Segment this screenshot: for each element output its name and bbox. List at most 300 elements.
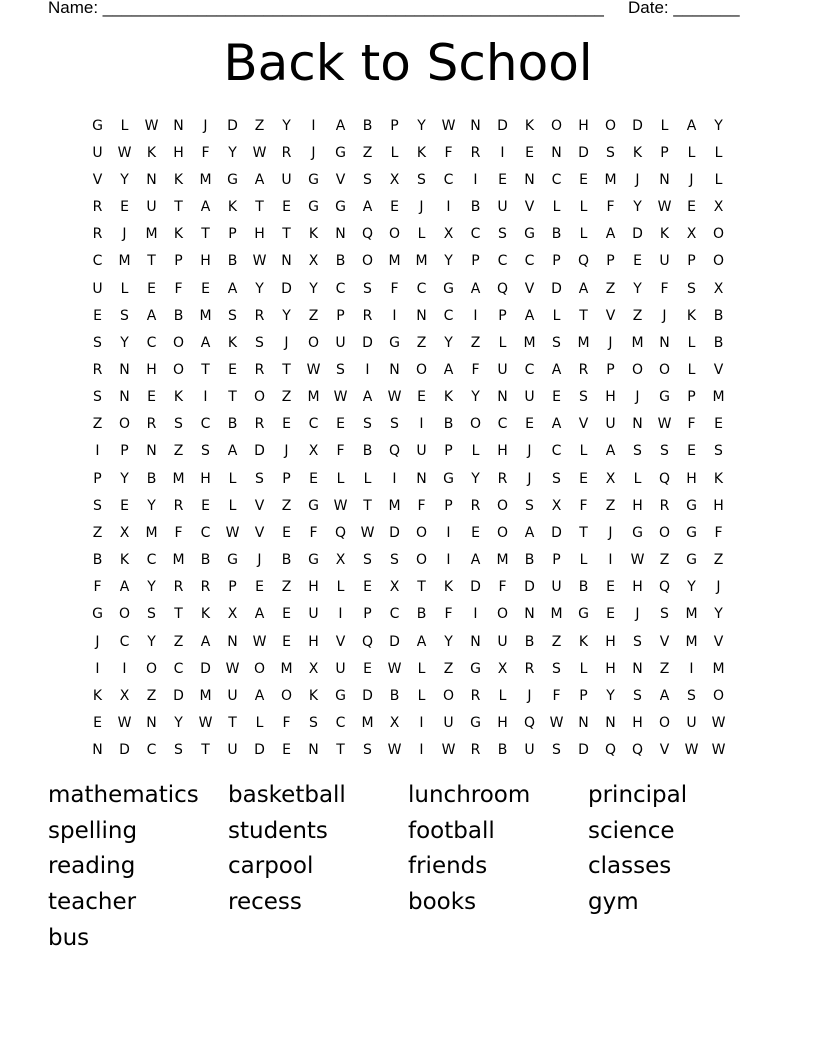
grid-cell: K [308, 687, 319, 704]
grid-cell: B [470, 199, 481, 216]
grid-cell: M [307, 389, 320, 406]
grid-cell: D [551, 280, 562, 297]
grid-cell: P [687, 253, 696, 270]
grid-cell: U [524, 389, 535, 406]
grid-cell: A [362, 389, 373, 406]
grid-cell: E [282, 606, 291, 623]
grid-cell: Y [147, 497, 156, 514]
grid-cell: L [687, 144, 696, 161]
grid-cell: M [685, 606, 698, 623]
grid-cell: N [146, 715, 157, 732]
grid-cell: A [659, 687, 670, 704]
grid-cell: W [333, 389, 348, 406]
grid-cell: I [311, 117, 316, 134]
grid-cell: N [308, 742, 319, 759]
grid-cell: S [633, 443, 642, 460]
grid-cell: U [524, 742, 535, 759]
grid-cell: S [714, 443, 723, 460]
grid-cell: N [146, 171, 157, 188]
grid-cell: U [443, 715, 454, 732]
grid-cell: O [253, 389, 266, 406]
grid-cell: C [524, 361, 535, 378]
grid-cell: U [335, 334, 346, 351]
grid-cell: W [684, 742, 699, 759]
grid-cell: G [470, 715, 481, 732]
grid-cell: K [686, 307, 697, 324]
grid-cell: O [469, 416, 482, 433]
grid-cell: L [120, 117, 129, 134]
grid-cell: I [446, 524, 451, 541]
grid-cell: N [524, 171, 535, 188]
word-item: science [588, 817, 675, 844]
grid-cell: Z [92, 524, 103, 541]
grid-cell: P [390, 117, 399, 134]
grid-cell: L [579, 226, 588, 243]
grid-cell: S [255, 334, 264, 351]
grid-cell: A [605, 443, 616, 460]
grid-cell: N [227, 633, 238, 650]
grid-cell: R [470, 144, 481, 161]
grid-cell: Q [361, 633, 374, 650]
grid-cell: U [308, 606, 319, 623]
grid-cell: F [606, 199, 615, 216]
grid-cell: E [606, 579, 615, 596]
grid-cell: U [335, 660, 346, 677]
page-title: Back to School [223, 34, 593, 92]
grid-cell: Q [658, 579, 671, 596]
grid-cell: F [687, 416, 696, 433]
grid-cell: L [417, 660, 426, 677]
grid-cell: P [336, 307, 345, 324]
grid-cell: D [632, 117, 643, 134]
name-field: Name: _____________________________________________________ [48, 0, 604, 17]
word-item: students [228, 817, 328, 844]
grid-cell: F [93, 579, 102, 596]
grid-cell: X [686, 226, 697, 243]
grid-cell: C [92, 253, 103, 270]
grid-cell: Z [281, 497, 292, 514]
grid-cell: L [417, 687, 426, 704]
grid-cell: X [308, 253, 319, 270]
grid-cell: N [92, 742, 103, 759]
grid-cell: V [578, 416, 589, 433]
grid-cell: H [632, 497, 643, 514]
grid-cell: L [633, 470, 642, 487]
grid-cell: S [525, 497, 534, 514]
grid-cell: N [632, 416, 643, 433]
grid-cell: T [228, 715, 237, 732]
grid-cell: E [282, 742, 291, 759]
grid-cell: K [659, 226, 670, 243]
grid-cell: A [227, 443, 238, 460]
grid-cell: E [282, 199, 291, 216]
grid-cell: E [120, 199, 129, 216]
grid-cell: T [201, 742, 210, 759]
grid-cell: N [470, 633, 481, 650]
grid-cell: I [446, 199, 451, 216]
grid-cell: A [200, 633, 211, 650]
grid-cell: Y [120, 470, 129, 487]
grid-cell: B [362, 117, 373, 134]
grid-cell: E [228, 361, 237, 378]
grid-cell: F [444, 144, 453, 161]
grid-cell: N [605, 715, 616, 732]
grid-cell: L [579, 199, 588, 216]
grid-cell: U [497, 361, 508, 378]
grid-cell: G [308, 171, 319, 188]
grid-cell: J [527, 687, 532, 704]
grid-cell: D [578, 144, 589, 161]
grid-cell: A [470, 280, 481, 297]
grid-cell: T [336, 742, 345, 759]
grid-cell: Y [633, 280, 642, 297]
header-line [48, 0, 746, 18]
grid-cell: B [227, 253, 238, 270]
grid-cell: K [524, 117, 535, 134]
grid-cell: H [605, 633, 616, 650]
grid-cell: P [363, 606, 372, 623]
grid-cell: Y [309, 280, 318, 297]
word-item: spelling [48, 817, 138, 844]
grid-cell: S [498, 226, 507, 243]
grid-cell: D [200, 660, 211, 677]
grid-cell: D [227, 117, 238, 134]
grid-cell: A [200, 199, 211, 216]
grid-cell: G [92, 606, 103, 623]
grid-cell: A [416, 633, 427, 650]
grid-cell: E [201, 497, 210, 514]
grid-cell: L [552, 307, 561, 324]
grid-cell: O [712, 687, 725, 704]
grid-cell: U [146, 199, 157, 216]
grid-cell: A [254, 171, 265, 188]
grid-cell: C [551, 443, 562, 460]
grid-cell: N [281, 253, 292, 270]
grid-cell: E [471, 524, 480, 541]
grid-cell: X [227, 606, 238, 623]
grid-cell: O [415, 361, 428, 378]
grid-cell: E [579, 171, 588, 188]
grid-cell: H [254, 226, 265, 243]
grid-cell: S [579, 389, 588, 406]
grid-cell: D [362, 334, 373, 351]
grid-cell: K [146, 144, 157, 161]
grid-cell: M [712, 660, 725, 677]
grid-cell: C [497, 416, 508, 433]
grid-cell: G [686, 552, 697, 569]
grid-cell: R [173, 497, 184, 514]
grid-cell: S [363, 171, 372, 188]
grid-cell: J [527, 470, 532, 487]
grid-cell: Z [659, 660, 670, 677]
grid-cell: T [174, 199, 183, 216]
grid-cell: X [713, 199, 724, 216]
grid-cell: L [498, 687, 507, 704]
grid-cell: Y [228, 144, 237, 161]
grid-cell: J [608, 334, 613, 351]
grid-cell: E [579, 470, 588, 487]
grid-cell: A [470, 552, 481, 569]
grid-cell: M [361, 715, 374, 732]
grid-cell: K [92, 687, 103, 704]
grid-cell: N [470, 117, 481, 134]
grid-cell: W [333, 497, 348, 514]
grid-cell: H [497, 443, 508, 460]
grid-cell: M [712, 389, 725, 406]
grid-cell: G [308, 497, 319, 514]
grid-cell: W [252, 253, 267, 270]
grid-cell: E [309, 470, 318, 487]
grid-cell: K [416, 144, 427, 161]
grid-cell: L [714, 171, 723, 188]
grid-cell: X [119, 687, 130, 704]
grid-cell: Y [471, 389, 480, 406]
grid-cell: Q [496, 280, 509, 297]
grid-cell: C [389, 606, 400, 623]
grid-cell: I [473, 307, 478, 324]
grid-cell: N [551, 144, 562, 161]
grid-cell: S [660, 606, 669, 623]
grid-cell: B [524, 552, 535, 569]
grid-cell: W [711, 742, 726, 759]
grid-cell: C [119, 633, 130, 650]
grid-cell: F [498, 579, 507, 596]
grid-cell: M [550, 606, 563, 623]
grid-cell: O [118, 416, 131, 433]
letter-grid [84, 112, 732, 764]
grid-cell: P [228, 579, 237, 596]
grid-cell: J [635, 606, 640, 623]
word-item: classes [588, 853, 672, 880]
grid-cell: B [92, 552, 103, 569]
word-item: mathematics [48, 782, 199, 808]
grid-cell: P [687, 389, 696, 406]
word-item: teacher [48, 889, 137, 916]
grid-cell: L [552, 199, 561, 216]
grid-cell: S [147, 606, 156, 623]
grid-cell: O [550, 117, 563, 134]
grid-cell: M [604, 171, 617, 188]
grid-cell: T [579, 524, 588, 541]
grid-cell: W [360, 524, 375, 541]
grid-cell: X [713, 280, 724, 297]
grid-cell: Y [282, 307, 291, 324]
grid-cell: B [146, 470, 157, 487]
grid-cell: J [527, 443, 532, 460]
grid-cell: Q [631, 742, 644, 759]
grid-cell: K [632, 144, 643, 161]
grid-cell: D [578, 742, 589, 759]
grid-cell: H [200, 470, 211, 487]
grid-cell: X [389, 579, 400, 596]
grid-cell: L [228, 470, 237, 487]
grid-cell: O [253, 660, 266, 677]
grid-cell: W [387, 660, 402, 677]
grid-cell: L [687, 334, 696, 351]
grid-cell: Y [174, 715, 183, 732]
grid-cell: J [662, 307, 667, 324]
grid-cell: Z [416, 334, 427, 351]
grid-cell: S [309, 715, 318, 732]
grid-cell: F [390, 280, 399, 297]
grid-cell: S [552, 470, 561, 487]
grid-cell: C [200, 416, 211, 433]
grid-cell: K [443, 389, 454, 406]
grid-cell: N [146, 443, 157, 460]
grid-cell: P [444, 497, 453, 514]
grid-cell: W [441, 742, 456, 759]
grid-cell: A [524, 307, 535, 324]
grid-cell: H [632, 715, 643, 732]
grid-cell: N [632, 660, 643, 677]
grid-cell: V [335, 171, 346, 188]
grid-cell: O [361, 253, 374, 270]
grid-cell: P [552, 253, 561, 270]
grid-cell: S [201, 443, 210, 460]
grid-cell: H [173, 144, 184, 161]
grid-cell: A [686, 117, 697, 134]
grid-cell: G [335, 687, 346, 704]
grid-cell: W [117, 715, 132, 732]
grid-cell: A [200, 334, 211, 351]
grid-cell: C [443, 307, 454, 324]
grid-cell: N [578, 715, 589, 732]
grid-cell: P [498, 307, 507, 324]
grid-cell: K [227, 334, 238, 351]
grid-cell: W [711, 715, 726, 732]
grid-cell: T [228, 389, 237, 406]
grid-cell: C [146, 334, 157, 351]
grid-cell: M [172, 552, 185, 569]
grid-cell: A [119, 579, 130, 596]
grid-cell: Y [120, 171, 129, 188]
grid-cell: X [497, 660, 508, 677]
grid-cell: Y [120, 334, 129, 351]
grid-cell: F [201, 144, 210, 161]
grid-cell: I [419, 715, 424, 732]
grid-cell: Z [551, 633, 562, 650]
grid-cell: N [335, 226, 346, 243]
grid-cell: H [632, 579, 643, 596]
grid-cell: M [118, 253, 131, 270]
grid-cell: G [443, 470, 454, 487]
grid-cell: B [227, 416, 238, 433]
grid-cell: Z [173, 443, 184, 460]
grid-cell: E [606, 606, 615, 623]
grid-cell: V [605, 307, 616, 324]
grid-cell: O [145, 660, 158, 677]
grid-cell: X [308, 443, 319, 460]
grid-cell: O [307, 334, 320, 351]
grid-cell: V [659, 742, 670, 759]
grid-cell: W [387, 742, 402, 759]
grid-cell: A [362, 199, 373, 216]
grid-cell: M [199, 171, 212, 188]
grid-cell: Z [632, 307, 643, 324]
grid-cell: M [145, 524, 158, 541]
grid-cell: R [92, 199, 103, 216]
grid-cell: M [199, 307, 212, 324]
grid-cell: E [282, 633, 291, 650]
grid-cell: G [578, 606, 589, 623]
grid-cell: A [146, 307, 157, 324]
grid-cell: B [389, 687, 400, 704]
grid-cell: L [498, 334, 507, 351]
grid-cell: J [419, 199, 424, 216]
grid-cell: E [282, 524, 291, 541]
grid-cell: T [201, 226, 210, 243]
grid-cell: A [551, 416, 562, 433]
grid-cell: G [524, 226, 535, 243]
grid-cell: G [389, 334, 400, 351]
grid-cell: L [336, 470, 345, 487]
grid-cell: A [605, 226, 616, 243]
grid-cell: G [686, 497, 697, 514]
grid-cell: K [173, 226, 184, 243]
grid-cell: Y [714, 606, 723, 623]
grid-cell: G [335, 199, 346, 216]
grid-cell: S [552, 742, 561, 759]
grid-cell: Y [444, 633, 453, 650]
grid-cell: E [687, 199, 696, 216]
grid-cell: G [470, 660, 481, 677]
grid-cell: C [146, 742, 157, 759]
grid-cell: S [336, 361, 345, 378]
grid-cell: J [608, 524, 613, 541]
grid-cell: B [362, 443, 373, 460]
grid-cell: V [92, 171, 103, 188]
grid-cell: C [443, 171, 454, 188]
grid-cell: L [390, 144, 399, 161]
grid-cell: T [282, 226, 291, 243]
grid-cell: N [659, 334, 670, 351]
grid-cell: A [443, 361, 454, 378]
grid-cell: T [363, 497, 372, 514]
grid-cell: Y [147, 633, 156, 650]
grid-cell: A [254, 606, 265, 623]
grid-cell: S [660, 443, 669, 460]
grid-cell: Z [605, 497, 616, 514]
grid-cell: N [497, 389, 508, 406]
grid-cell: W [387, 389, 402, 406]
grid-cell: R [173, 579, 184, 596]
grid-cell: D [632, 226, 643, 243]
grid-cell: L [228, 497, 237, 514]
grid-cell: R [470, 497, 481, 514]
grid-cell: H [686, 470, 697, 487]
grid-cell: U [497, 199, 508, 216]
grid-cell: L [471, 443, 480, 460]
grid-cell: F [174, 280, 183, 297]
grid-cell: O [658, 715, 671, 732]
grid-cell: W [225, 660, 240, 677]
grid-cell: W [657, 416, 672, 433]
grid-cell: R [92, 226, 103, 243]
grid-cell: T [579, 307, 588, 324]
grid-cell: O [415, 524, 428, 541]
grid-cell: O [658, 361, 671, 378]
grid-cell: V [254, 497, 265, 514]
grid-cell: T [201, 361, 210, 378]
grid-cell: K [173, 389, 184, 406]
grid-cell: B [200, 552, 211, 569]
grid-cell: C [173, 660, 184, 677]
grid-cell: H [308, 579, 319, 596]
grid-cell: I [473, 171, 478, 188]
grid-cell: L [255, 715, 264, 732]
grid-cell: S [687, 687, 696, 704]
grid-cell: D [119, 742, 130, 759]
